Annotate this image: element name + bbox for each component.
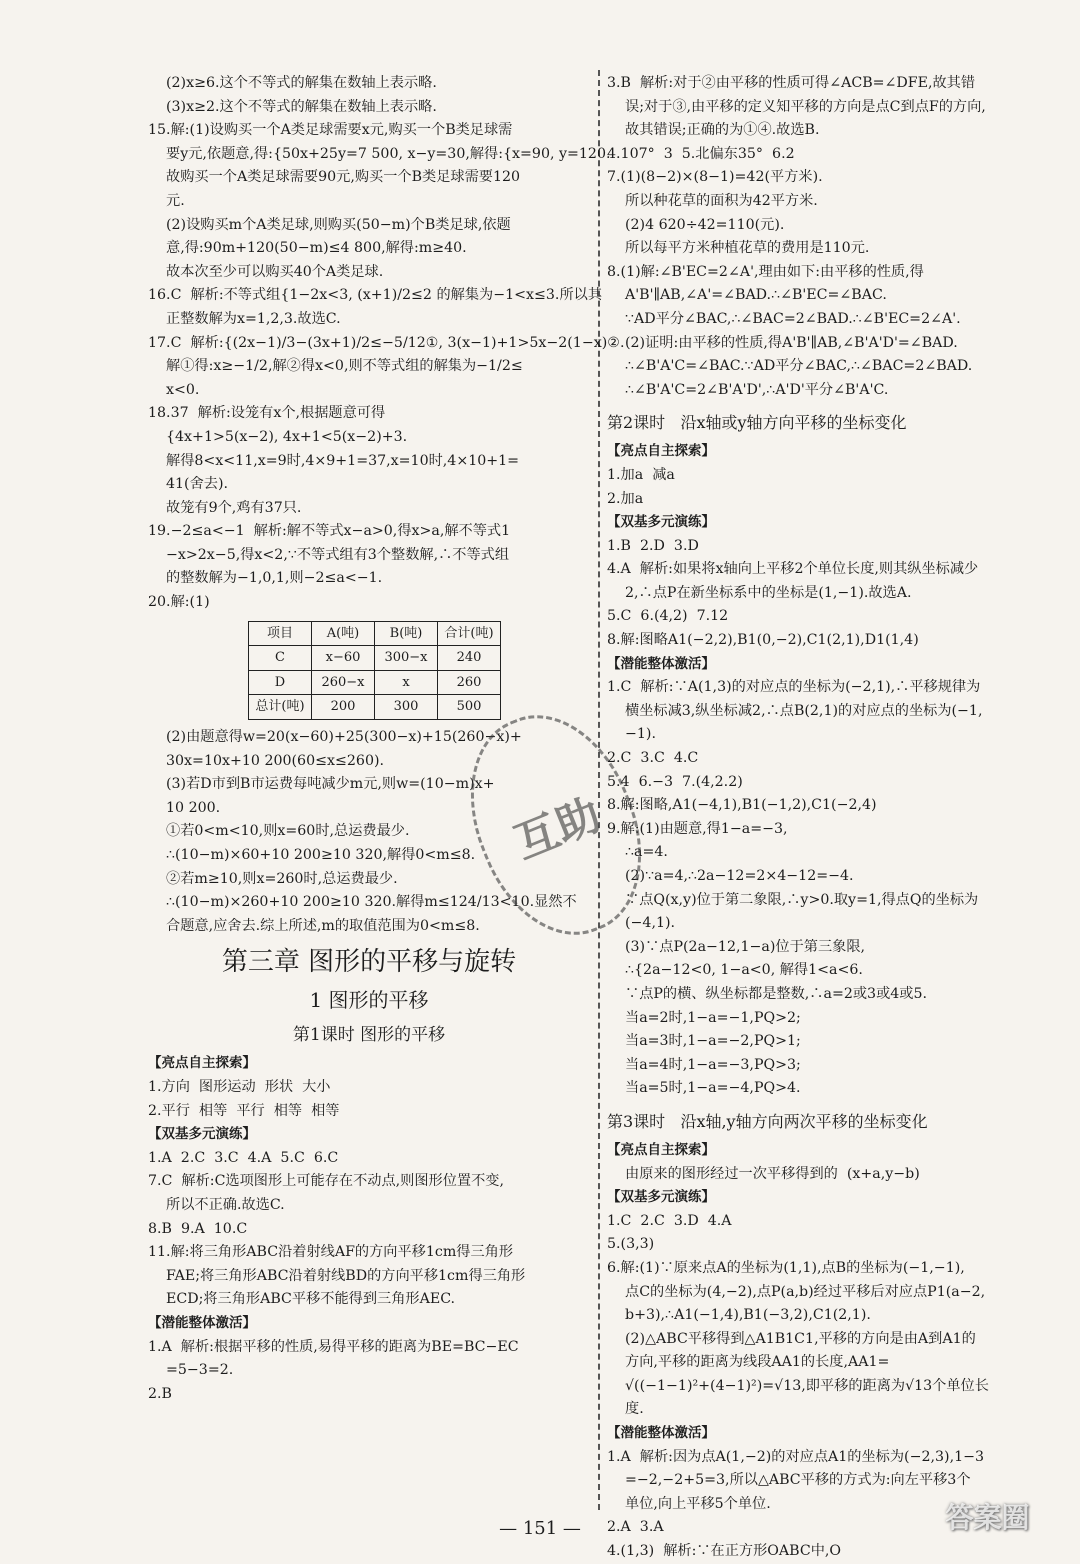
- answers-block-1: [148, 72, 625, 615]
- answer-line: 故本次至少可以购买40个A类足球.: [166, 263, 384, 280]
- section-label: 【潜能整体激活】: [607, 1425, 715, 1442]
- answer-line: 8.(1)解:∠B'EC=2∠A',理由如下:由平移的性质,得: [607, 263, 924, 280]
- answer-line: ①若0<m<10,则x=60时,总运费最少.: [166, 823, 410, 840]
- table-row: [249, 695, 501, 720]
- answer-line: −1).: [625, 726, 656, 743]
- table-cell: 总计(吨): [249, 695, 312, 720]
- answer-line: 解得8<x<11,x=9时,4×9+1=37,x=10时,4×10+1=: [166, 452, 520, 469]
- answer-line: 正整数解为x=1,2,3.故选C.: [166, 310, 341, 327]
- answer-line: 4.(1,3) 解析:∵在正方形OABC中,O: [607, 1543, 842, 1560]
- answer-line: 3.B 解析:对于②由平移的性质可得∠ACB=∠DFE,故其错: [607, 75, 976, 91]
- lesson-1-answers: [148, 1052, 590, 1406]
- answer-line: 单位,向上平移5个单位.: [625, 1495, 771, 1512]
- answer-line: √((−1−1)²+(4−1)²)=√13,即平移的距离为√13个单位长: [625, 1377, 989, 1394]
- answer-line: ∵点P的横、纵坐标都是整数,∴a=2或3或4或5.: [625, 985, 928, 1002]
- answer-line: 当a=4时,1−a=−3,PQ>3;: [625, 1056, 801, 1073]
- section-label: 【亮点自主探索】: [607, 1141, 715, 1158]
- table-cell: 260: [438, 670, 501, 695]
- answer-line: ECD;将三角形ABC平移不能得到三角形AEC.: [166, 1291, 456, 1308]
- answer-line: 1.C 2.C 3.D 4.A: [607, 1212, 732, 1229]
- answer-line: 6.解:(1)∵原来点A的坐标为(1,1),点B的坐标为(−1,−1),: [607, 1259, 965, 1276]
- answer-line: 元.: [166, 192, 185, 209]
- answer-line: 10 200.: [166, 799, 221, 816]
- answer-line: 故其错误;正确的为①④.故选B.: [625, 122, 820, 139]
- answer-line: 5.4 6.−3 7.(4,2.2): [607, 773, 743, 790]
- answer-line: 17.C 解析:{(2x−1)/3−(3x+1)/2≤−5/12①, 3(x−1)+1>5x−2(1−x)②.: [148, 334, 625, 351]
- answer-line: (2)设购买m个A类足球,则购买(50−m)个B类足球,依题: [166, 216, 511, 233]
- answer-line: (2)∵a=4,∴2a−12=2×4−12=−4.: [625, 868, 854, 884]
- answer-line: (3)x≥2.这个不等式的解集在数轴上表示略.: [166, 98, 437, 115]
- answer-line: 当a=3时,1−a=−2,PQ>1;: [625, 1033, 801, 1050]
- answer-line: 度.: [625, 1401, 644, 1418]
- table-header-row: [249, 621, 501, 646]
- answer-line: 1.方向 图形运动 形状 大小: [148, 1078, 331, 1095]
- section-label: 【亮点自主探索】: [607, 443, 715, 460]
- answer-line: b+3),∴A1(−1,4),B1(−3,2),C1(2,1).: [625, 1307, 871, 1324]
- answer-line: 点C的坐标为(4,−2),点P(a,b)经过平移后对应点P1(a−2,: [625, 1283, 986, 1300]
- table-cell: x: [375, 670, 438, 695]
- section-label: 【双基多元演练】: [607, 514, 715, 531]
- answer-line: ∴∠B'A'C=2∠B'A'D',∴A'D'平分∠B'A'C.: [625, 381, 889, 398]
- answer-line: 1.B 2.D 3.D: [607, 537, 699, 554]
- answer-line: (3)若D市到B市运费每吨减少m元,则w=(10−m)x+: [166, 776, 495, 793]
- answer-line: ∴∠B'A'C=∠BAC.∵AD平分∠BAC,∴∠BAC=2∠BAD.: [625, 358, 973, 375]
- table-cell: 240: [438, 646, 501, 671]
- answer-line: −x>2x−5,得x<2,∵不等式组有3个整数解,∴不等式组: [166, 546, 510, 563]
- table-header-cell: B(吨): [375, 621, 438, 646]
- answer-line: 故购买一个A类足球需要90元,购买一个B类足球需要120: [166, 169, 521, 186]
- answers-block-3: [607, 72, 1059, 402]
- answer-line: 1.加a 减a: [607, 466, 675, 483]
- lesson-2-title: 第2课时 沿x轴或y轴方向平移的坐标变化: [607, 413, 907, 433]
- answer-line: 合题意,应舍去.综上所述,m的取值范围为0<m≤8.: [166, 917, 480, 934]
- table-header-cell: 项目: [249, 621, 312, 646]
- answer-line: (−4,1).: [625, 915, 676, 932]
- answer-line: 11.解:将三角形ABC沿着射线AF的方向平移1cm得三角形: [148, 1244, 514, 1261]
- answer-line: 7.C 解析:C选项图形上可能存在不动点,则图形位置不变,: [148, 1173, 505, 1190]
- table-cell: 300: [375, 695, 438, 720]
- answer-line: A'B'∥AB,∠A'=∠BAD.∴∠B'EC=∠BAC.: [625, 287, 887, 304]
- table-header-cell: A(吨): [312, 621, 375, 646]
- section-label: 【亮点自主探索】: [148, 1055, 256, 1072]
- right-column: [607, 72, 1059, 1564]
- answer-line: FAE;将三角形ABC沿着射线BD的方向平移1cm得三角形: [166, 1267, 526, 1284]
- watermark-logo: 答案圈: [945, 1501, 1030, 1534]
- answer-line: 2.平行 相等 平行 相等 相等: [148, 1102, 340, 1119]
- answer-line: 19.−2≤a<−1 解析:解不等式x−a>0,得x>a,解不等式1: [148, 523, 511, 540]
- answer-line: =−2,−2+5=3,所以△ABC平移的方式为:向左平移3个: [625, 1472, 971, 1489]
- answer-line: 30x=10x+10 200(60≤x≤260).: [166, 752, 385, 769]
- answer-line: 4.107° 3 5.北偏东35° 6.2: [607, 145, 795, 162]
- transport-table: [248, 621, 501, 720]
- table-cell: x−60: [312, 646, 375, 671]
- table-cell: C: [249, 646, 312, 671]
- answer-line: (2)由题意得w=20(x−60)+25(300−x)+15(260−x)+: [166, 729, 522, 746]
- answer-line: =5−3=2.: [166, 1362, 234, 1379]
- answer-line: 4.A 解析:如果将x轴向上平移2个单位长度,则其纵坐标减少: [607, 561, 979, 578]
- answer-line: (3)∵点P(2a−12,1−a)位于第三象限,: [625, 938, 866, 955]
- answer-line: ∴a=4.: [625, 844, 668, 861]
- table-row: [249, 646, 501, 671]
- answer-line: 8.B 9.A 10.C: [148, 1220, 248, 1237]
- chapter-title: 第三章 图形的平移与旋转: [221, 947, 517, 978]
- answer-line: 41(舍去).: [166, 476, 229, 493]
- answer-line: ∵AD平分∠BAC,∴∠BAC=2∠BAD.∴∠B'EC=2∠A'.: [625, 310, 961, 327]
- answer-line: 2.C 3.C 4.C: [607, 750, 699, 767]
- section-label: 【潜能整体激活】: [148, 1314, 256, 1331]
- section-title: 1 图形的平移: [309, 988, 429, 1013]
- answer-line: 所以种花草的面积为42平方米.: [625, 192, 818, 209]
- answer-line: 的整数解为−1,0,1,则−2≤a<−1.: [166, 570, 383, 587]
- answer-line: (2)△ABC平移得到△A1B1C1,平移的方向是由A到A1的: [625, 1330, 976, 1347]
- answer-line: 误;对于③,由平移的定义知平移的方向是点C到点F的方向,: [625, 98, 986, 115]
- answer-line: 意,得:90m+120(50−m)≤4 800,解得:m≥40.: [166, 240, 467, 257]
- answer-line: 8.解:图略,A1(−4,1),B1(−1,2),C1(−2,4): [607, 797, 877, 814]
- answer-line: 横坐标减3,纵坐标减2,∴点B(2,1)的对应点的坐标为(−1,: [625, 702, 983, 719]
- table-cell: 260−x: [312, 670, 375, 695]
- table-cell: 500: [438, 695, 501, 720]
- answer-line: 1.A 解析:根据平移的性质,易得平移的距离为BE=BC−EC: [148, 1338, 519, 1355]
- lesson-3-title: 第3课时 沿x轴,y轴方向两次平移的坐标变化: [607, 1111, 928, 1131]
- answer-line: 20.解:(1): [148, 594, 210, 611]
- answer-line: 2,∴点P在新坐标系中的坐标是(1,−1).故选A.: [625, 584, 912, 601]
- answer-line: (2)x≥6.这个不等式的解集在数轴上表示略.: [166, 75, 437, 91]
- section-label: 【双基多元演练】: [148, 1126, 256, 1143]
- answer-line: 当a=5时,1−a=−4,PQ>4.: [625, 1080, 801, 1097]
- answer-line: 解①得:x≥−1/2,解②得x<0,则不等式组的解集为−1/2≤: [166, 358, 523, 375]
- section-label: 【潜能整体激活】: [607, 655, 715, 672]
- answer-line: 由原来的图形经过一次平移得到的 (x+a,y−b): [625, 1165, 920, 1182]
- answer-line: 2.B: [148, 1385, 172, 1402]
- table-cell: D: [249, 670, 312, 695]
- table-cell: 300−x: [375, 646, 438, 671]
- answer-line: 9.解:(1)由题意,得1−a=−3,: [607, 820, 788, 837]
- section-label: 【双基多元演练】: [607, 1189, 715, 1206]
- answer-line: 所以每平方米种植花草的费用是110元.: [625, 240, 870, 257]
- answer-line: 要y元,依题意,得:{50x+25y=7 500, x−y=30,解得:{x=90, y=120.: [166, 145, 611, 162]
- answer-line: 2.加a: [607, 490, 644, 507]
- answer-line: (2)4 620÷42=110(元).: [625, 216, 785, 233]
- seal-stamp: 互助: [441, 691, 670, 959]
- answer-line: 1.A 2.C 3.C 4.A 5.C 6.C: [148, 1149, 339, 1166]
- table-row: [249, 670, 501, 695]
- answer-line: 16.C 解析:不等式组{1−2x<3, (x+1)/2≤2 的解集为−1<x≤3.所以其: [148, 287, 603, 304]
- answer-line: 5.(3,3): [607, 1236, 655, 1253]
- answer-line: 1.C 解析:∵A(1,3)的对应点的坐标为(−2,1),∴平移规律为: [607, 679, 981, 696]
- table-header-cell: 合计(吨): [438, 621, 501, 646]
- answer-line: 1.A 解析:因为点A(1,−2)的对应点A1的坐标为(−2,3),1−3: [607, 1448, 985, 1465]
- answer-line: 当a=2时,1−a=−1,PQ>2;: [625, 1009, 801, 1026]
- answer-line: 方向,平移的距离为线段AA1的长度,AA1=: [625, 1354, 890, 1371]
- answer-line: 故笼有9个,鸡有37只.: [166, 499, 302, 516]
- answer-line: 8.解:图略A1(−2,2),B1(0,−2),C1(2,1),D1(1,4): [607, 632, 919, 649]
- answer-line: ∴{2a−12<0, 1−a<0, 解得1<a<6.: [625, 962, 863, 979]
- answer-line: 15.解:(1)设购买一个A类足球需要x元,购买一个B类足球需: [148, 122, 513, 139]
- table-cell: 200: [312, 695, 375, 720]
- answer-line: ∴(10−m)×260+10 200≥10 320.解得m≤124/13<10.显然不: [166, 894, 577, 911]
- answer-line: ②若m≥10,则x=260时,总运费最少.: [166, 870, 398, 887]
- lesson-2-answers: [607, 440, 1059, 1101]
- answer-line: 5.C 6.(4,2) 7.12: [607, 608, 729, 625]
- page-number: — 151 —: [499, 1518, 581, 1539]
- answer-line: 7.(1)(8−2)×(8−1)=42(平方米).: [607, 169, 823, 186]
- answer-line: 18.37 解析:设笼有x个,根据题意可得: [148, 405, 386, 422]
- answer-line: ∴(10−m)×60+10 200≥10 320,解得0<m≤8.: [166, 847, 476, 863]
- answer-line: 2.A 3.A: [607, 1519, 664, 1536]
- lesson-1-title: 第1课时 图形的平移: [292, 1025, 446, 1046]
- answer-line: {4x+1>5(x−2), 4x+1<5(x−2)+3.: [166, 428, 408, 445]
- answer-line: (2)证明:由平移的性质,得A'B'∥AB,∠B'A'D'=∠BAD.: [625, 334, 958, 351]
- answer-line: x<0.: [166, 381, 200, 398]
- answer-line: 所以不正确.故选C.: [166, 1196, 285, 1213]
- answer-line: ∵点Q(x,y)位于第二象限,∴y>0.取y=1,得点Q的坐标为: [625, 891, 979, 908]
